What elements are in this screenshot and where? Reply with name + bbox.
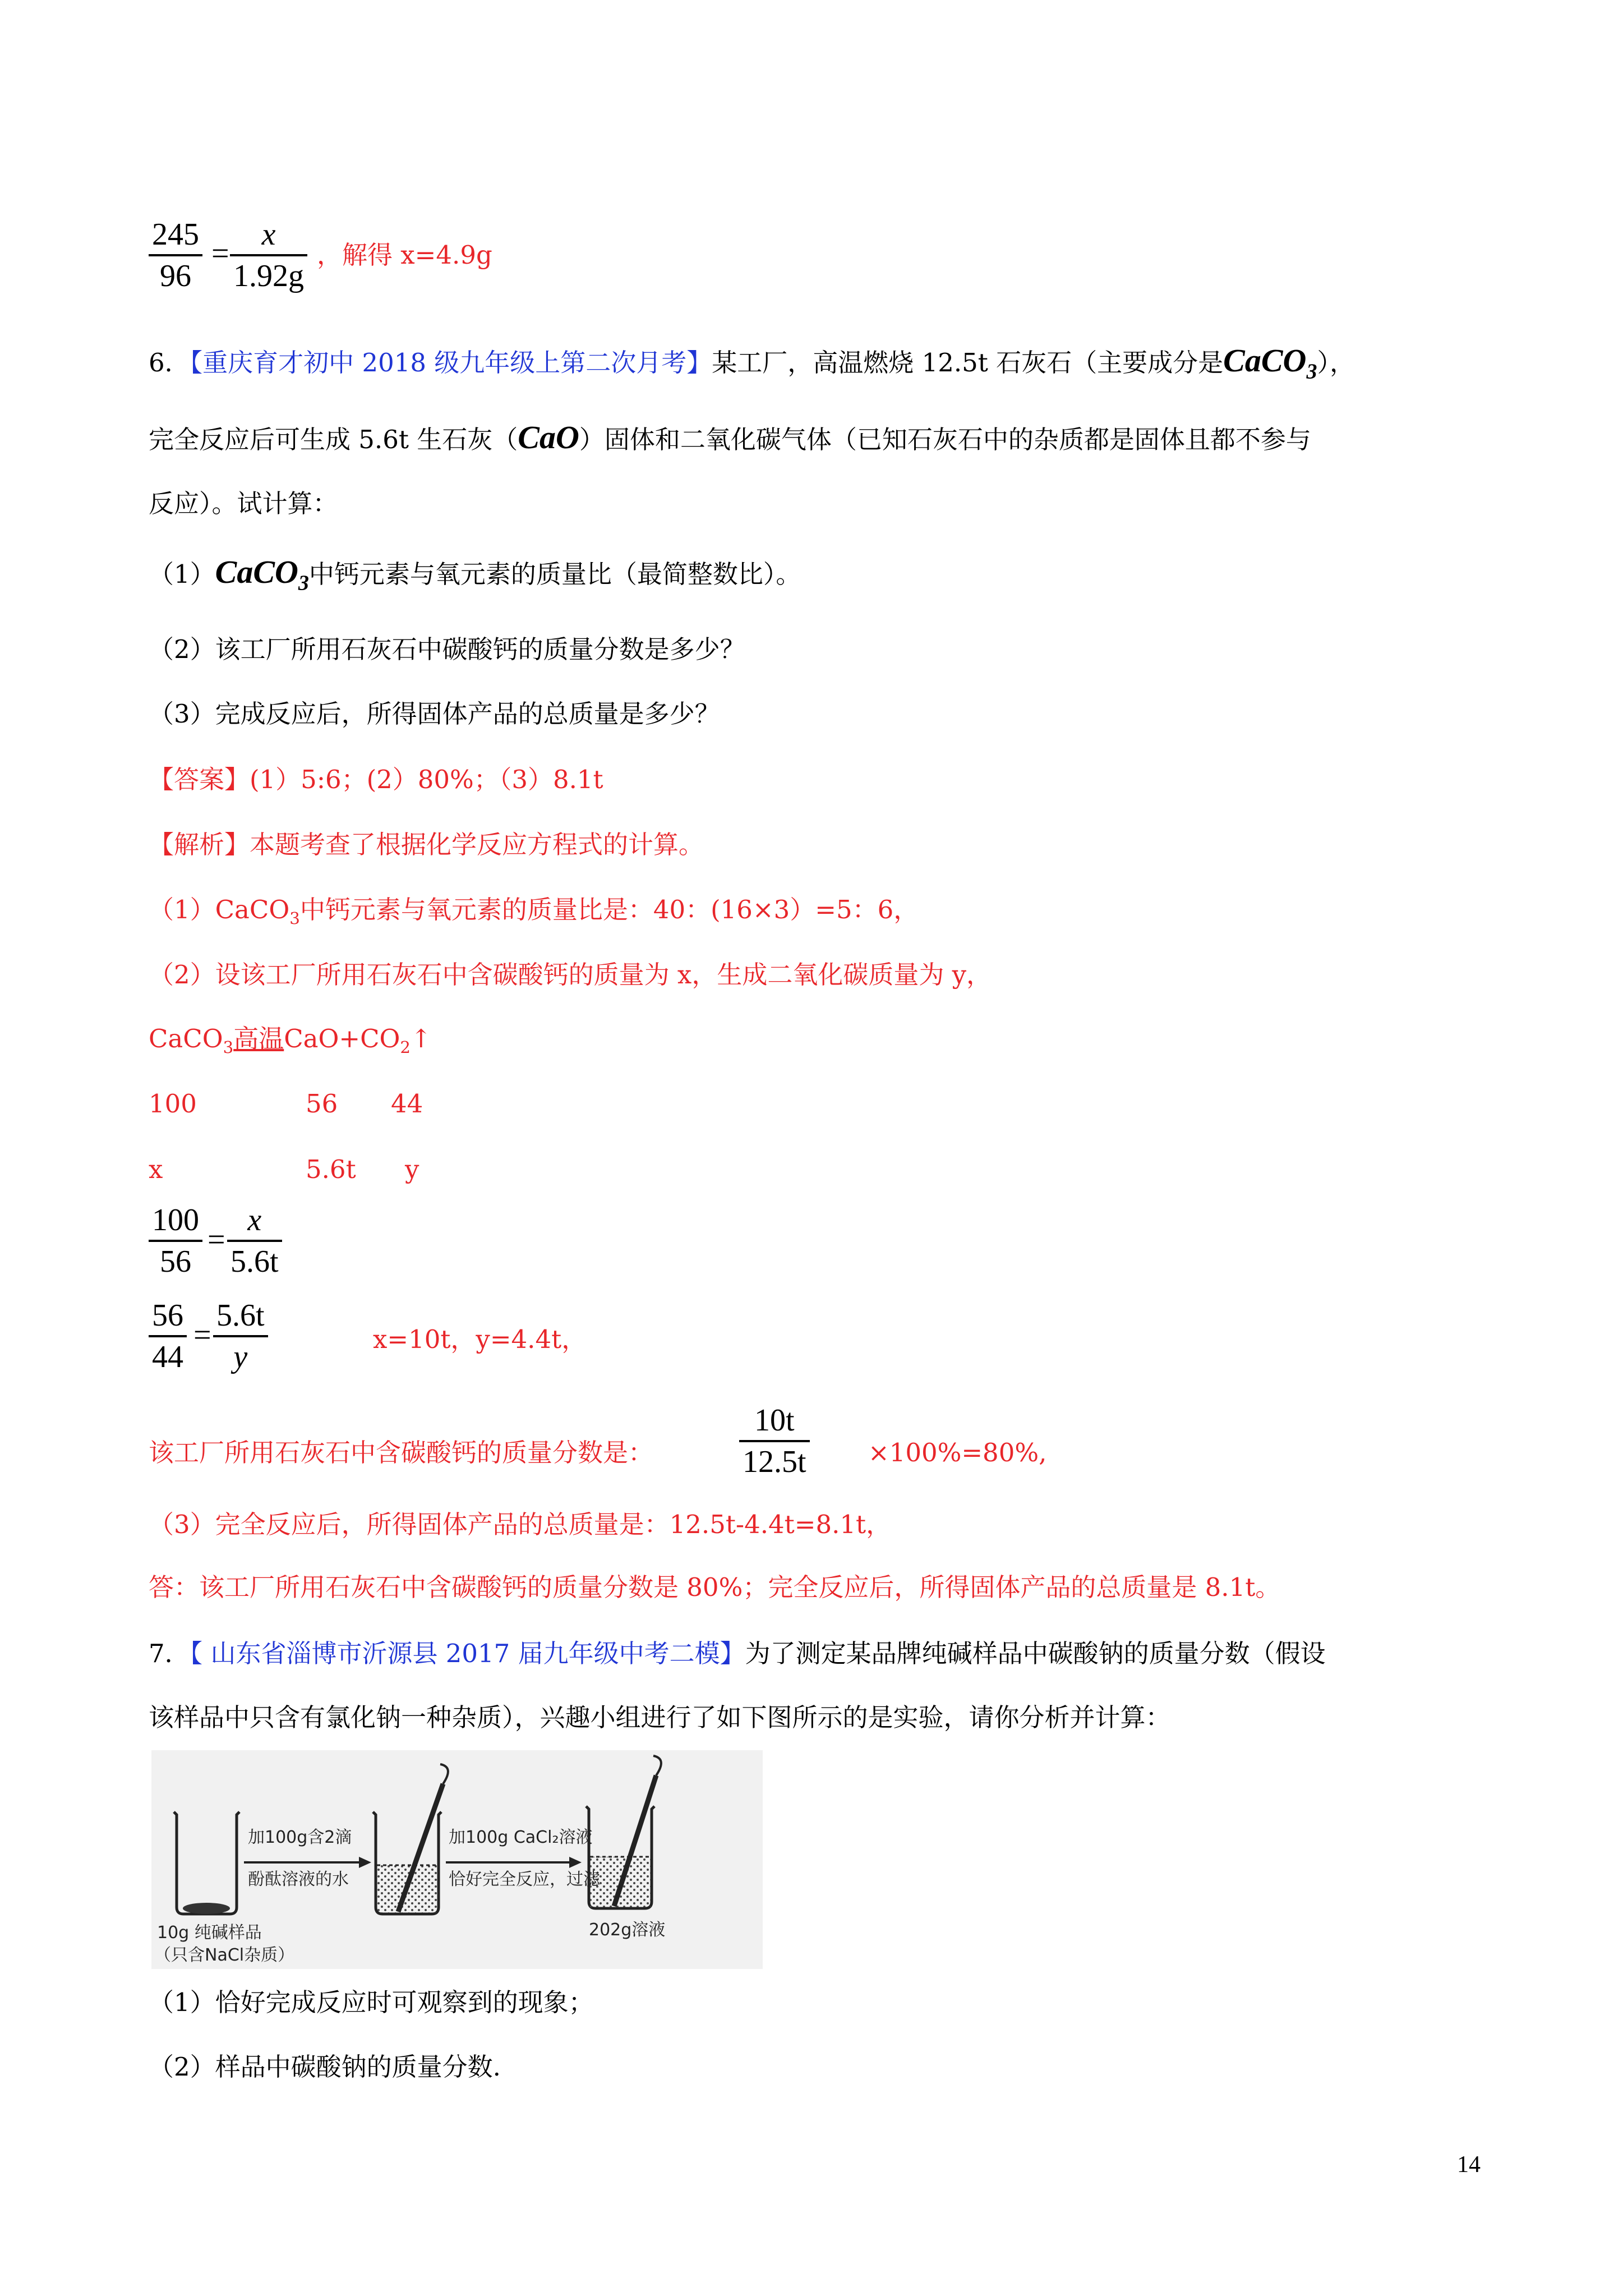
q6-number: 6． bbox=[149, 348, 190, 378]
equals-sign: = bbox=[208, 1222, 225, 1257]
q7-sub1: （1）恰好完成反应时可观察到的现象； bbox=[149, 1987, 594, 2017]
chem-subscript: 3 bbox=[289, 909, 300, 928]
eq-products: CaO+CO bbox=[284, 1024, 400, 1053]
chem-subscript: 3 bbox=[298, 571, 309, 595]
q6-chem-cao: CaO bbox=[518, 419, 579, 455]
gas-arrow: ↑ bbox=[411, 1024, 432, 1053]
pct-text: 该工厂所用石灰石中含碳酸钙的质量分数是： bbox=[149, 1438, 654, 1467]
fraction-numerator: x bbox=[247, 1203, 262, 1237]
q6-analysis-1 bbox=[149, 893, 919, 935]
q6-line2 bbox=[149, 421, 1311, 457]
q6-text1-end: ）， bbox=[1317, 348, 1355, 378]
fraction-numerator: 10t bbox=[754, 1403, 795, 1438]
chem-subscript: 3 bbox=[223, 1038, 234, 1057]
q6-sub1-text: 中钙元素与氧元素的质量比（最简整数比）。 bbox=[308, 559, 801, 589]
q7-source: 【 山东省淄博市沂源县 2017 届九年级中考二模】 bbox=[190, 1639, 745, 1668]
q6-chem-caco3 bbox=[1223, 342, 1317, 384]
ratio-row2-a: x bbox=[149, 1154, 163, 1184]
q7-line2: 该样品中只含有氯化钠一种杂质），兴趣小组进行了如下图所示的是实验，请你分析并计算： bbox=[149, 1703, 1171, 1732]
fraction-denominator: 12.5t bbox=[743, 1444, 806, 1479]
equals-sign: = bbox=[193, 1318, 211, 1352]
label-sample-b: （只含NaCl杂质） bbox=[154, 1945, 295, 1965]
q6-text2-end: ）固体和二氧化碳气体（已知石灰石中的杂质都是固体且都不参与 bbox=[579, 425, 1311, 454]
ratio-row2-c: y bbox=[405, 1154, 419, 1184]
q6-text2: 完全反应后可生成 5.6t 生石灰（ bbox=[149, 425, 518, 454]
ratio-row1-a: 100 bbox=[149, 1089, 197, 1119]
pct-result: ×100%=80%, bbox=[868, 1438, 1047, 1467]
fraction-x-5.6t bbox=[227, 1200, 282, 1281]
q6-sub2: （2）该工厂所用石灰石中碳酸钙的质量分数是多少？ bbox=[149, 634, 745, 664]
fraction-100-56 bbox=[149, 1200, 202, 1281]
q6-line3: 反应）。试计算： bbox=[149, 489, 338, 518]
fraction-denominator: y bbox=[233, 1340, 248, 1374]
fraction-numerator: x bbox=[261, 217, 276, 252]
label-step2: 加100g CaCl₂溶液 bbox=[449, 1828, 593, 1847]
fraction-245-96 bbox=[149, 215, 202, 296]
experiment-figure bbox=[151, 1750, 763, 1969]
label-step1: 加100g含2滴 bbox=[248, 1828, 352, 1847]
ratio-row2-b: 5.6t bbox=[306, 1154, 356, 1184]
q7-number: 7． bbox=[149, 1639, 190, 1668]
q6-analysis-2: （2）设该工厂所用石灰石中含碳酸钙的质量为 x，生成二氧化碳质量为 y， bbox=[149, 960, 992, 990]
chem-subscript: 2 bbox=[400, 1038, 411, 1057]
reaction-equation bbox=[149, 1022, 432, 1064]
sample-powder bbox=[183, 1903, 230, 1914]
chem-formula: CaCO bbox=[215, 554, 298, 590]
q7-line1 bbox=[149, 1637, 1326, 1671]
q6-analysis: 【解析】本题考查了根据化学反应方程式的计算。 bbox=[149, 830, 704, 859]
fraction-numerator: 56 bbox=[152, 1298, 183, 1333]
fraction-numerator: 5.6t bbox=[216, 1298, 265, 1333]
q6-answer: 【答案】(1）5:6；(2）80%；（3）8.1t bbox=[149, 765, 603, 794]
q6-sub1 bbox=[149, 555, 801, 600]
solve-xy: x=10t，y=4.4t， bbox=[373, 1324, 587, 1354]
q7-text1: 为了测定某品牌纯碱样品中碳酸钠的质量分数（假设 bbox=[745, 1639, 1326, 1668]
fraction-denominator: 56 bbox=[160, 1244, 191, 1279]
fraction-x-1.92g bbox=[230, 215, 307, 296]
fraction-56-44 bbox=[149, 1296, 187, 1377]
fraction-numerator: 245 bbox=[152, 217, 199, 252]
fraction-denominator: 96 bbox=[160, 259, 191, 293]
ratio-row1-c: 44 bbox=[391, 1089, 423, 1119]
ratio-row1-b: 56 bbox=[306, 1089, 338, 1119]
q7-sub2: （2）样品中碳酸钠的质量分数. bbox=[149, 2052, 501, 2082]
q6-analysis-3: （3）完全反应后，所得固体产品的总质量是：12.5t-4.4t=8.1t， bbox=[149, 1510, 892, 1539]
q6-line1 bbox=[149, 344, 1355, 389]
a1-text-end: 中钙元素与氧元素的质量比是：40：(16×3）=5：6， bbox=[299, 895, 919, 924]
label-sample: 10g 纯碱样品 bbox=[157, 1923, 262, 1943]
chem-subscript: 3 bbox=[1306, 360, 1317, 384]
label-step1b: 酚酞溶液的水 bbox=[248, 1870, 349, 1889]
fraction-denominator: 44 bbox=[152, 1340, 183, 1374]
q6-conclusion: 答：该工厂所用石灰石中含碳酸钙的质量分数是 80%；完全反应后，所得固体产品的总质量是 8.1t。 bbox=[149, 1572, 1281, 1602]
label-step2b: 恰好完全反应，过滤 bbox=[449, 1870, 600, 1889]
fraction-denominator: 1.92g bbox=[233, 259, 304, 293]
fraction-10t-12.5t bbox=[739, 1401, 810, 1481]
q6-sub1-label: （1） bbox=[149, 559, 215, 589]
eq-condition: 高温 bbox=[233, 1024, 284, 1053]
a1-text: （1）CaCO bbox=[149, 895, 290, 924]
fraction-numerator: 100 bbox=[152, 1203, 199, 1237]
eq-reactant: CaCO bbox=[149, 1024, 223, 1053]
solve-result: ，解得 x=4.9g bbox=[317, 240, 492, 270]
experiment-diagram bbox=[151, 1750, 763, 1969]
page-number: 14 bbox=[1457, 2152, 1481, 2178]
fraction-denominator: 5.6t bbox=[230, 1244, 279, 1279]
q6-source: 【重庆育才初中 2018 级九年级上第二次月考】 bbox=[190, 348, 712, 378]
q6-sub1-chem bbox=[215, 554, 309, 595]
equals-sign: = bbox=[211, 236, 229, 271]
label-result: 202g溶液 bbox=[589, 1920, 666, 1940]
q6-sub3: （3）完成反应后，所得固体产品的总质量是多少？ bbox=[149, 699, 720, 729]
chem-formula: CaCO bbox=[1223, 342, 1307, 379]
q6-text1: 某工厂，高温燃烧 12.5t 石灰石（主要成分是 bbox=[712, 348, 1224, 378]
fraction-5.6t-y bbox=[213, 1296, 268, 1377]
